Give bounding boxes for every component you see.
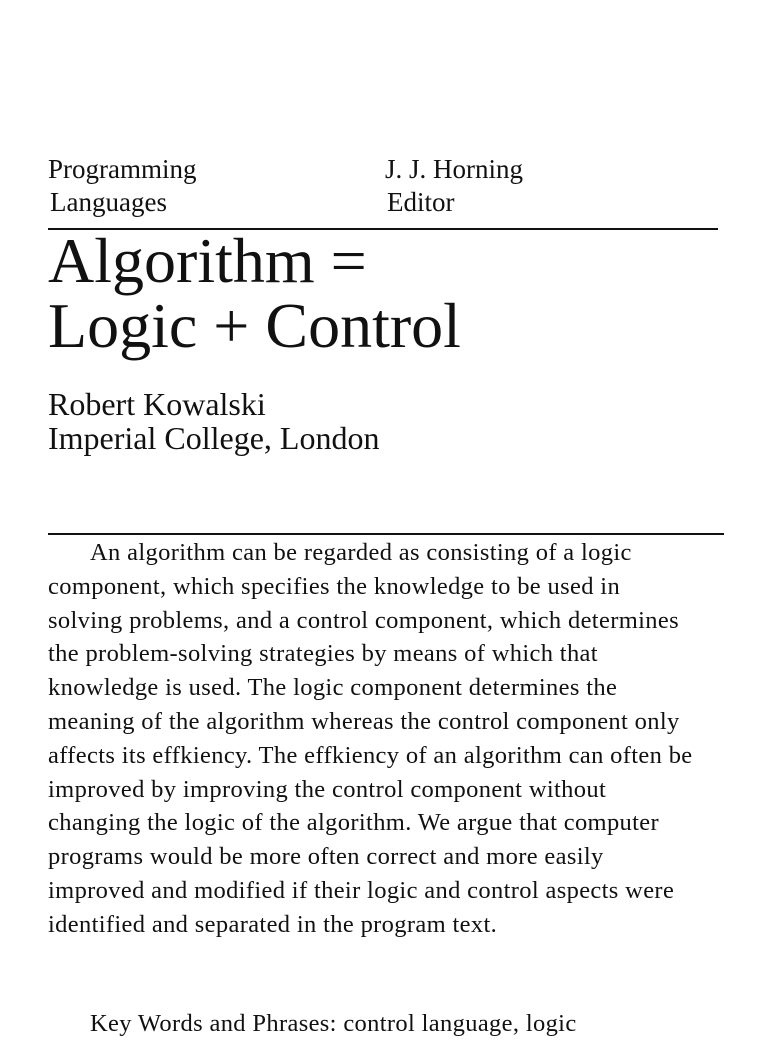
paper-title-line2: Logic + Control	[48, 290, 461, 361]
editor-role: Editor	[387, 187, 455, 217]
abstract-rule	[48, 533, 724, 535]
author-affiliation: Imperial College, London	[48, 420, 380, 456]
author-name: Robert Kowalski	[48, 386, 266, 422]
paper-title-line1: Algorithm =	[48, 225, 367, 296]
abstract-text: An algorithm can be regarded as consisting of a logic component, which specifies the knowledge to be used in solving problems, and a control component, which determines the problem-solving strategies by means of which that knowledge is used. The logic component determines the meaning of the algorithm whereas the control component only affects its effkiency. The effkiency of an algorithm can often be improved by improving the control component without changing the logic of the algorithm. We argue that computer programs would be more often correct and more easily improved and modified if their logic and control aspects were identified and separated in the program text.	[48, 539, 693, 938]
abstract-paragraph	[48, 536, 700, 942]
editor-name: J. J. Horning	[385, 154, 524, 184]
section-label-line1: Programming	[48, 154, 197, 184]
section-label-line2: Languages	[50, 187, 167, 217]
keywords-text: Key Words and Phrases: control language, logic	[90, 1010, 577, 1037]
